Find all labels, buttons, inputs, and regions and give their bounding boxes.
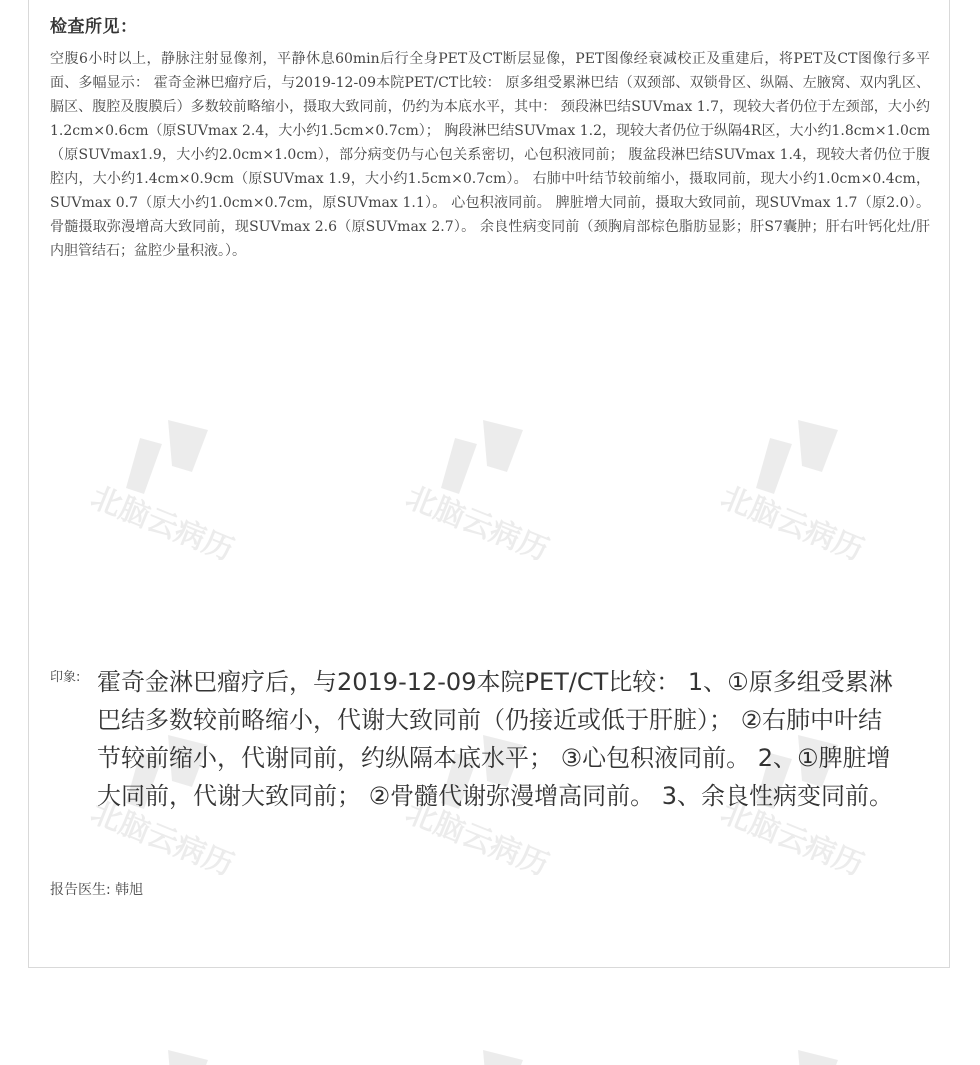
findings-title: 检查所见： xyxy=(50,17,138,37)
findings-text: 空腹6小时以上，静脉注射显像剂，平静休息60min后行全身PET及CT断层显像，PET图像经衰减校正及重建后，将PET及CT图像行多平面、多幅显示： 霍奇金淋巴瘤疗后，与2019-12-09本院PET/CT比较： 原多组受累淋巴结（双颈部、双锁骨区、纵隔、左腋窝、双内乳区、膈区、腹腔及腹膜后）多数较前略缩小，摄取大致同前，仍约为本底水平，其中： 颈段淋巴结SUVmax 1.7，现较大者仍位于左颈部，大小约1.2cm×0.6cm（原SUVmax 2.4，大小约1.5cm×0.7cm）； 胸段淋巴结SUVmax 1.2，现较大者仍位于纵隔4R区，大小约1.8cm×1.0cm（原SUVmax1.9，大小约2.0cm×1.0cm），部分病变仍与心包关系密切，心包积液同前； 腹盆段淋巴结SUVmax 1.4，现较大者仍位于腹腔内，大小约1.4cm×0.9cm（原SUVmax 1.9，大小约1.5cm×0.7cm）。 右肺中叶结节较前缩小，摄取同前，现大小约1.0cm×0.4cm，SUVmax 0.7（原大小约1.0cm×0.7cm，原SUVmax 1.1）。 心包积液同前。 脾脏增大同前，摄取大致同前，现SUVmax 1.7（原2.0）。 骨髓摄取弥漫增高大致同前，现SUVmax 2.6（原SUVmax 2.7）。 余良性病变同前（颈胸肩部棕色脂肪显影；肝S7囊肿；肝右叶钙化灶/肝内胆管结石；盆腔少量积液。）。 xyxy=(50,51,930,259)
report-card xyxy=(28,0,950,968)
impression-text: 霍奇金淋巴瘤疗后，与2019-12-09本院PET/CT比较： 1、①原多组受累淋巴结多数较前略缩小，代谢大致同前（仍接近或低于肝脏）； ②右肺中叶结节较前缩小，代谢同前，约纵隔本底水平； ③心包积液同前。 2、①脾脏增大同前，代谢大致同前； ②骨髓代谢弥漫增高同前。 3、余良性病变同前。 xyxy=(97,668,894,810)
doctor-name: 韩旭 xyxy=(115,882,144,898)
report-doctor xyxy=(50,879,143,899)
watermark-logo xyxy=(80,1040,280,1065)
impression-label: 印象: xyxy=(50,670,81,685)
watermark-logo xyxy=(395,1040,595,1065)
watermark-logo xyxy=(710,1040,910,1065)
doctor-label: 报告医生: xyxy=(50,882,111,898)
